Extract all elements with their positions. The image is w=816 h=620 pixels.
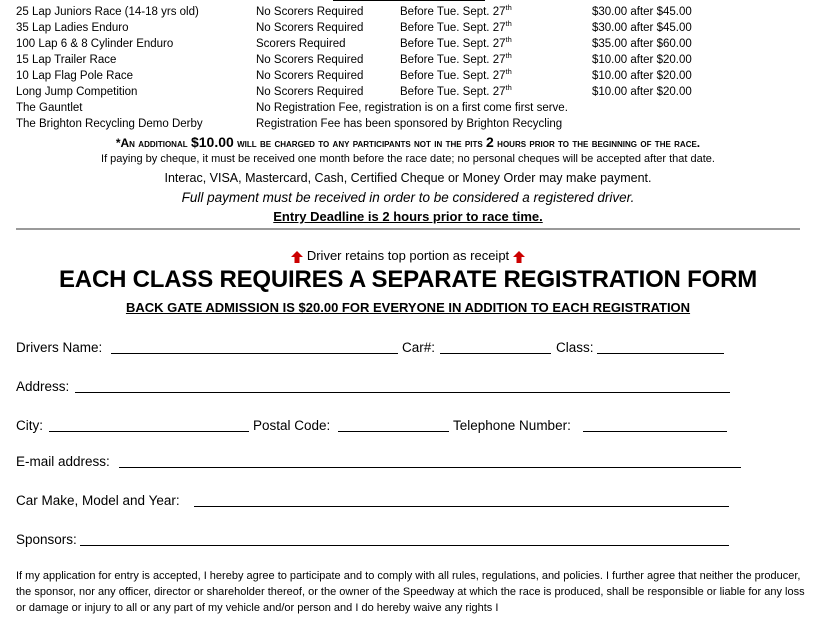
class-scorers: No Scorers Required: [256, 6, 364, 18]
deadline-suffix: th: [505, 19, 512, 28]
postal-code-label: Postal Code:: [253, 418, 331, 433]
class-deadline: [400, 36, 512, 52]
deadline-text: Before Tue. Sept. 27: [400, 86, 506, 98]
class-deadline: [400, 84, 512, 100]
payment-methods: Interac, VISA, Mastercard, Cash, Certified Cheque or Money Order may make payment.: [164, 171, 652, 185]
class-name: Long Jump Competition: [16, 86, 138, 98]
sponsors-field[interactable]: [80, 531, 729, 546]
deadline-text: Before Tue. Sept. 27: [400, 38, 506, 50]
notice-hours: 2: [486, 134, 494, 150]
deadline-suffix: th: [505, 67, 512, 76]
tear-off-divider: [16, 228, 800, 230]
class-name: 25 Lap Juniors Race (14-18 yrs old): [16, 6, 199, 18]
class-deadline: [400, 68, 512, 84]
class-deadline: [400, 4, 512, 20]
telephone-label: Telephone Number:: [453, 418, 571, 433]
deadline-suffix: th: [505, 35, 512, 44]
class-scorers: No Scorers Required: [256, 86, 364, 98]
deadline-suffix: th: [505, 83, 512, 92]
class-name: 10 Lap Flag Pole Race: [16, 70, 133, 82]
class-name: The Gauntlet: [16, 102, 83, 114]
class-scorers: No Scorers Required: [256, 70, 364, 82]
sponsors-label: Sponsors:: [16, 532, 77, 547]
class-deadline: [400, 20, 512, 36]
class-name: The Brighton Recycling Demo Derby: [16, 118, 203, 130]
address-label: Address:: [16, 379, 70, 394]
postal-code-field[interactable]: [338, 417, 449, 432]
deadline-suffix: th: [505, 51, 512, 60]
class-fee: $30.00 after $45.00: [592, 22, 692, 34]
email-label: E-mail address:: [16, 454, 110, 469]
entry-deadline-text: Entry Deadline is 2 hours prior to race time.: [273, 209, 543, 224]
class-scorers: Scorers Required: [256, 38, 346, 50]
telephone-field[interactable]: [583, 417, 727, 432]
class-fee: $10.00 after $20.00: [592, 86, 692, 98]
notice-part-c: hours prior to the beginning of the race.: [493, 136, 701, 150]
up-arrow-icon: [513, 251, 525, 263]
class-name: 15 Lap Trailer Race: [16, 54, 117, 66]
liability-waiver: If my application for entry is accepted, I hereby agree to participate and to comply with all rules, regulations, and policies. I further agree that neither the producer, the sponsor, nor any officer, director or shareholder thereof, or the owner of the Speedway at which the race is produced, shall be responsible or liable for any loss or damage or injury to all or any part of my vehicle and/or person and I do hereby waive any rights I: [16, 570, 805, 614]
car-make-field[interactable]: [194, 492, 729, 507]
notice-amount: $10.00: [190, 134, 234, 150]
full-payment-note: Full payment must be received in order to be considered a registered driver.: [181, 190, 635, 205]
car-number-label: Car#:: [402, 340, 436, 355]
notice-part-b: will be charged to any participants not in the pits: [233, 136, 487, 150]
class-label: Class:: [556, 340, 594, 355]
class-field[interactable]: [597, 339, 724, 354]
car-make-label: Car Make, Model and Year:: [16, 493, 180, 508]
city-label: City:: [16, 418, 43, 433]
deadline-text: Before Tue. Sept. 27: [400, 54, 506, 66]
drivers-name-label: Drivers Name:: [16, 340, 103, 355]
class-deadline: [400, 52, 512, 68]
address-field[interactable]: [75, 378, 730, 393]
car-number-field[interactable]: [440, 339, 551, 354]
top-divider: [333, 0, 485, 1]
class-name: 35 Lap Ladies Enduro: [16, 22, 129, 34]
deadline-text: Before Tue. Sept. 27: [400, 22, 506, 34]
class-fee: $35.00 after $60.00: [592, 38, 692, 50]
notice-star: *: [115, 136, 121, 150]
class-fee: $10.00 after $20.00: [592, 70, 692, 82]
class-fee: $10.00 after $20.00: [592, 54, 692, 66]
class-note: No Registration Fee, registration is on a first come first serve.: [256, 102, 568, 114]
pit-surcharge-notice: [0, 134, 816, 150]
class-scorers: No Scorers Required: [256, 22, 364, 34]
deadline-text: Before Tue. Sept. 27: [400, 70, 506, 82]
class-scorers: No Scorers Required: [256, 54, 364, 66]
email-field[interactable]: [119, 453, 741, 468]
deadline-text: Before Tue. Sept. 27: [400, 6, 506, 18]
notice-part-a: An additional: [120, 136, 191, 150]
city-field[interactable]: [49, 417, 249, 432]
admission-notice: [0, 300, 816, 315]
up-arrow-icon: [291, 251, 303, 263]
receipt-note: [0, 248, 816, 263]
drivers-name-field[interactable]: [111, 339, 398, 354]
receipt-text: Driver retains top portion as receipt: [306, 248, 510, 263]
form-title: EACH CLASS REQUIRES A SEPARATE REGISTRATION FORM: [59, 266, 757, 293]
class-name: 100 Lap 6 & 8 Cylinder Enduro: [16, 38, 174, 50]
deadline-suffix: th: [505, 3, 512, 12]
admission-text: BACK GATE ADMISSION IS $20.00 FOR EVERYONE IN ADDITION TO EACH REGISTRATION: [125, 300, 691, 315]
class-fee: $30.00 after $45.00: [592, 6, 692, 18]
cheque-note: If paying by cheque, it must be received one month before the race date; no personal cheques will be accepted after that date.: [101, 153, 715, 165]
entry-deadline: [0, 209, 816, 224]
class-note: Registration Fee has been sponsored by Brighton Recycling: [256, 118, 563, 130]
